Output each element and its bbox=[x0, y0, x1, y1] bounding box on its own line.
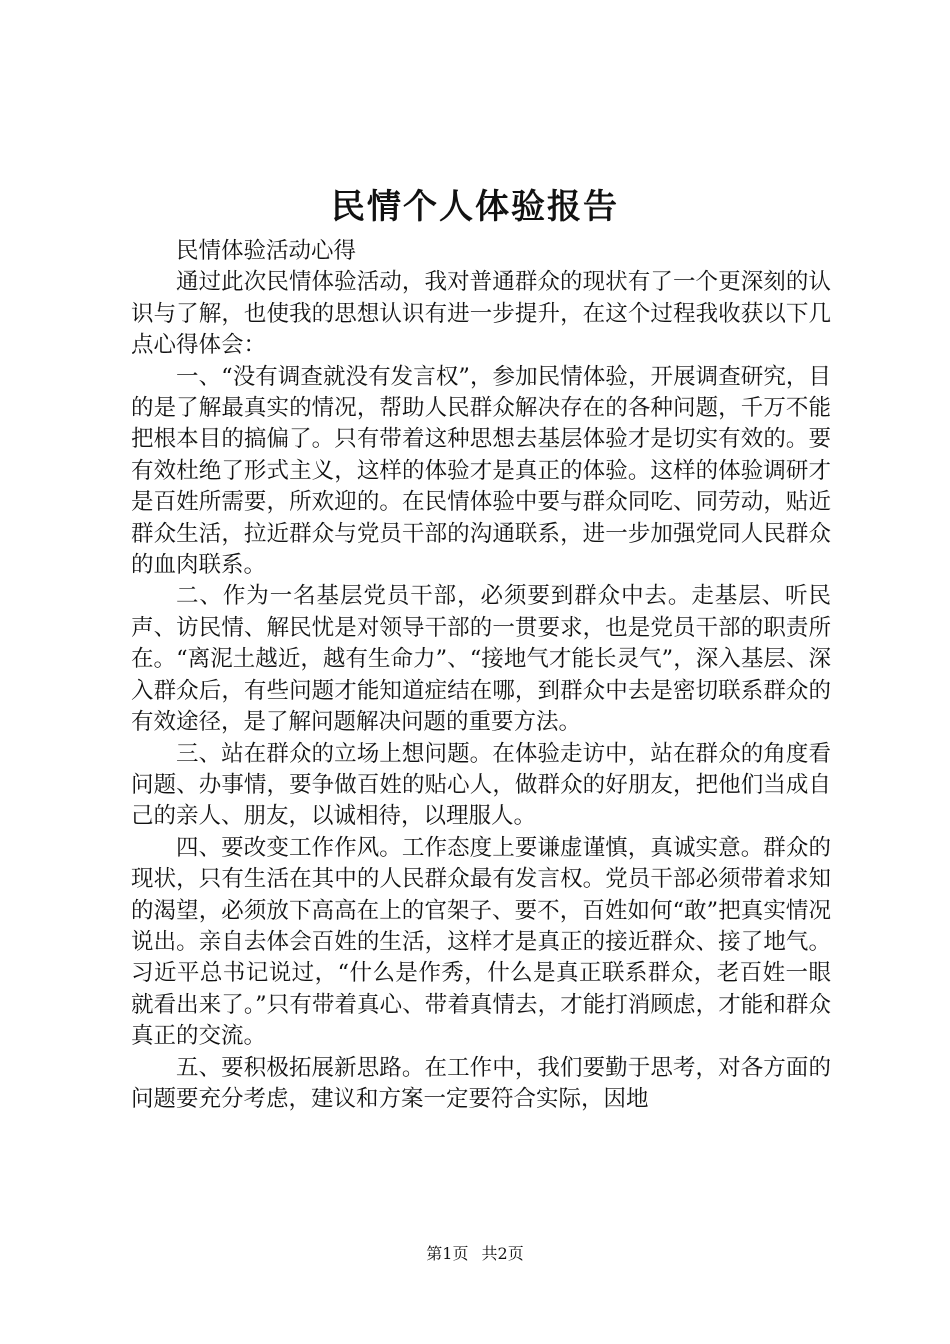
paragraph-point-1: 一、“没有调查就没有发言权”，参加民情体验，开展调查研究，目的是了解最真实的情况，帮助人民群众解决存在的各种问题，千万不能把根本目的搞偏了。只有带着这种思想去基层体验才是切实有效的。要有效杜绝了形式主义，这样的体验才是真正的体验。这样的体验调研才是百姓所需要，所欢迎的。在民情体验中要与群众同吃、同劳动，贴近群众生活，拉近群众与党员干部的沟通联系，进一步加强党同人民群众的血肉联系。 bbox=[131, 363, 831, 579]
paragraph-point-5: 五、要积极拓展新思路。在工作中，我们要勤于思考，对各方面的问题要充分考虑，建议和方案一定要符合实际，因地 bbox=[131, 1054, 831, 1112]
document-title: 民情个人体验报告 bbox=[331, 187, 619, 227]
page-total: 共2页 bbox=[481, 1244, 524, 1263]
page-number: 第1页 bbox=[426, 1244, 469, 1263]
paragraph-subtitle: 民情体验活动心得 bbox=[176, 238, 357, 264]
paragraph-point-3: 三、站在群众的立场上想问题。在体验走访中，站在群众的角度看问题、办事情，要争做百姓的贴心人，做群众的好朋友，把他们当成自己的亲人、朋友，以诚相待，以理服人。 bbox=[131, 740, 831, 830]
paragraph-point-4: 四、要改变工作作风。工作态度上要谦虚谨慎，真诚实意。群众的现状，只有生活在其中的人民群众最有发言权。党员干部必须带着求知的渴望，必须放下高高在上的官架子、要不，百姓如何“敢”把真实情况说出。亲自去体会百姓的生活，这样才是真正的接近群众、接了地气。习近平总书记说过，“什么是作秀，什么是真正联系群众，老百姓一眼就看出来了。”只有带着真心、带着真情去，才能打消顾虑，才能和群众真正的交流。 bbox=[131, 834, 831, 1050]
paragraph-point-2: 二、作为一名基层党员干部，必须要到群众中去。走基层、听民声、访民情、解民忧是对领导干部的一贯要求，也是党员干部的职责所在。“离泥土越近，越有生命力”、“接地气才能长灵气”，深入基层、深入群众后，有些问题才能知道症结在哪，到群众中去是密切联系群众的有效途径，是了解问题解决问题的重要方法。 bbox=[131, 583, 831, 736]
page-footer bbox=[0, 1243, 950, 1265]
paragraph-intro: 通过此次民情体验活动，我对普通群众的现状有了一个更深刻的认识与了解，也使我的思想认识有进一步提升，在这个过程我收获以下几点心得体会： bbox=[131, 269, 831, 359]
document-body bbox=[131, 236, 831, 1115]
